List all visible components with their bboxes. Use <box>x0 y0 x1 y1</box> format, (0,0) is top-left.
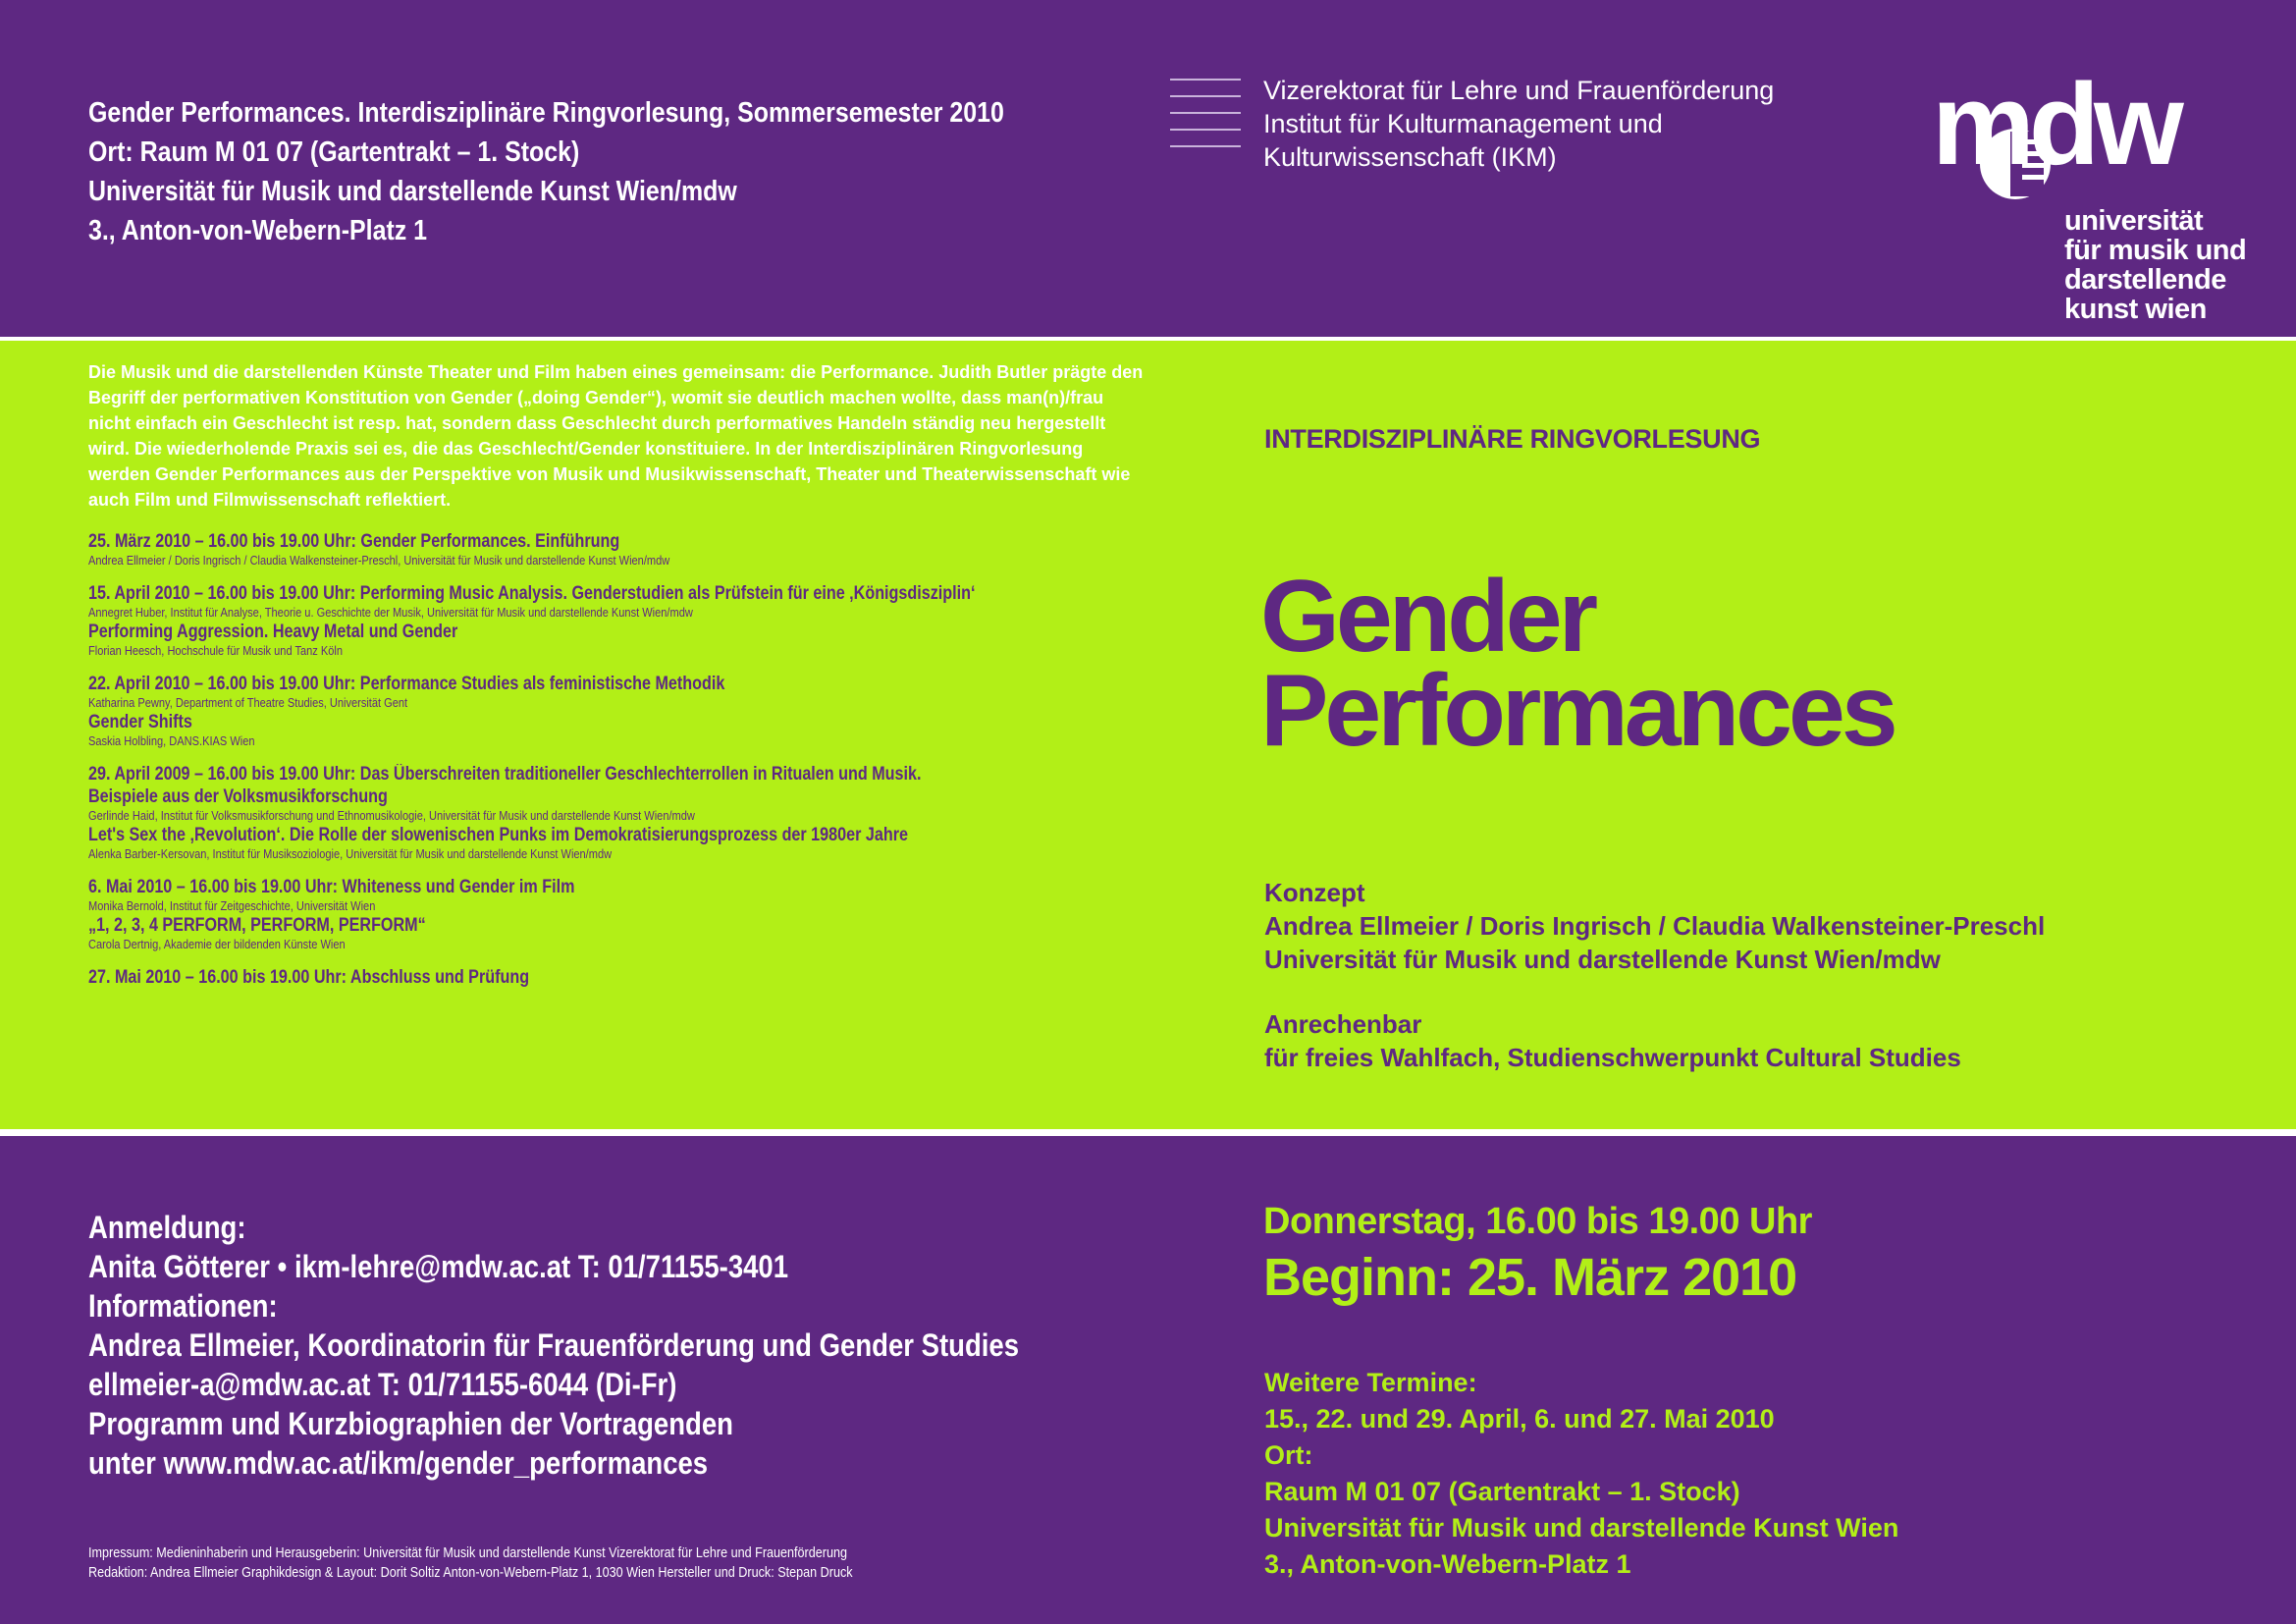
schedule-entry <box>88 582 1198 659</box>
schedule-entry-speaker: Katharina Pewny, Department of Theatre Studies, Universität Gent <box>88 695 408 710</box>
further-dates-block <box>1264 1365 1898 1583</box>
further-line-2: 15., 22. und 29. April, 6. und 27. Mai 2010 <box>1264 1404 1775 1434</box>
main-title <box>1260 560 1895 768</box>
imprint-line-2: Redaktion: Andrea Ellmeier Graphikdesign & Layout: Dorit Soltiz Anton-von-Webern-Platz 1, 1030 Wien Hersteller und Druck: Stepan Druck <box>88 1564 853 1581</box>
institute-line-3: Kulturwissenschaft (IKM) <box>1263 142 1557 172</box>
contact-line-2: Anita Götterer • ikm-lehre@mdw.ac.at T: 01/71155-3401 <box>88 1249 789 1284</box>
further-line-4: Raum M 01 07 (Gartentrakt – 1. Stock) <box>1264 1477 1740 1506</box>
schedule-entry-title: Gender Shifts <box>88 712 192 732</box>
date-block <box>1263 1198 1812 1310</box>
institute-block <box>1263 74 1774 174</box>
contact-line-6: Programm und Kurzbiographien der Vortragenden <box>88 1406 733 1441</box>
schedule-entry-title: 25. März 2010 – 16.00 bis 19.00 Uhr: Gender Performances. Einführung <box>88 531 620 552</box>
header-line-2: Ort: Raum M 01 07 (Gartentrakt – 1. Stock) <box>88 136 580 168</box>
schedule-entry-speaker: Alenka Barber-Kersovan, Institut für Musiksoziologie, Universität für Musik und darstellende Kunst Wien/mdw <box>88 846 613 861</box>
contact-line-4: Andrea Ellmeier, Koordinatorin für Frauenförderung und Gender Studies <box>88 1327 1020 1363</box>
schedule-entry-title: Performing Aggression. Heavy Metal und Gender <box>88 622 458 642</box>
schedule-entry-title: 15. April 2010 – 16.00 bis 19.00 Uhr: Performing Music Analysis. Genderstudien als Prüfstein für eine ‚Königsdisziplin‘ <box>88 583 976 604</box>
schedule-entry <box>88 530 1198 568</box>
further-line-5: Universität für Musik und darstellende Kunst Wien <box>1264 1513 1899 1543</box>
anrechenbar-heading: Anrechenbar <box>1264 1009 1422 1039</box>
lecture-schedule <box>88 530 1198 1002</box>
contact-block <box>88 1208 1019 1483</box>
schedule-entry-speaker: Florian Heesch, Hochschule für Musik und Tanz Köln <box>88 643 343 658</box>
decorative-line <box>1170 112 1241 114</box>
schedule-entry-speaker: Carola Dertnig, Akademie der bildenden Künste Wien <box>88 937 346 951</box>
schedule-entry-speaker: Monika Bernold, Institut für Zeitgeschichte, Universität Wien <box>88 898 376 913</box>
weekday-time: Donnerstag, 16.00 bis 19.00 Uhr <box>1263 1201 1812 1242</box>
mdw-logo <box>1932 60 2256 336</box>
further-line-3: Ort: <box>1264 1440 1313 1470</box>
imprint-line-1: Impressum: Medieninhaberin und Herausgeberin: Universität für Musik und darstellende Kunst Vizerektorat für Lehre und Frauenförderung <box>88 1544 847 1561</box>
contact-line-3: Informationen: <box>88 1288 278 1324</box>
logo-line-4: kunst wien <box>2064 294 2207 325</box>
schedule-entry <box>88 966 1198 989</box>
main-title-line-1: Gender <box>1260 560 1595 674</box>
konzept-heading: Konzept <box>1264 878 1365 907</box>
intro-paragraph: Die Musik und die darstellenden Künste Theater und Film haben eines gemeinsam: die Performance. Judith Butler prägte den Begriff der performativen Konstitution von Gender („doing Gender“), womit sie deutlich machen wollte, dass man(n)/frau nicht einfach ein Geschlecht ist resp. hat, sondern dass Geschlecht durch performatives Handeln ständig neu hergestellt wird. Die wiederholende Praxis sei es, die das Geschlecht/Gender konstituiere. In der Interdisziplinären Ringvorlesung werden Gender Performances aus der Perspektive von Musik und Musikwissenschaft, Theater und Theaterwissenschaft wie auch Film und Filmwissenschaft reflektiert. <box>88 362 1144 510</box>
logo-wordmark <box>2064 206 2246 324</box>
series-label: INTERDISZIPLINÄRE RINGVORLESUNG <box>1264 424 1761 454</box>
schedule-entry-title: 29. April 2009 – 16.00 bis 19.00 Uhr: Das Überschreiten traditioneller Geschlechterrollen in Ritualen und Musik. <box>88 764 922 785</box>
konzept-institution: Universität für Musik und darstellende Kunst Wien/mdw <box>1264 945 1941 974</box>
logo-line-1: universität <box>2064 205 2204 237</box>
logo-line-2: für musik und <box>2064 235 2247 266</box>
header-line-3: Universität für Musik und darstellende Kunst Wien/mdw <box>88 176 737 207</box>
schedule-entry-title: Let's Sex the ‚Revolution‘. Die Rolle der slowenischen Punks im Demokratisierungsprozess der 1980er Jahre <box>88 825 908 845</box>
schedule-entry-title: 22. April 2010 – 16.00 bis 19.00 Uhr: Performance Studies als feministische Methodik <box>88 674 725 694</box>
schedule-entry-title: „1, 2, 3, 4 PERFORM, PERFORM, PERFORM“ <box>88 915 426 936</box>
institute-line-2: Institut für Kulturmanagement und <box>1263 109 1663 138</box>
header-line-4: 3., Anton-von-Webern-Platz 1 <box>88 215 428 246</box>
schedule-entry-title: Beispiele aus der Volksmusikforschung <box>88 786 388 807</box>
contact-line-7: unter www.mdw.ac.at/ikm/gender_performances <box>88 1445 709 1481</box>
schedule-entry <box>88 876 1198 952</box>
konzept-block <box>1264 876 2045 976</box>
start-date: Beginn: 25. März 2010 <box>1263 1248 1797 1307</box>
contact-line-1: Anmeldung: <box>88 1210 246 1245</box>
schedule-entry <box>88 763 1198 862</box>
main-title-line-2: Performances <box>1260 654 1895 768</box>
mdw-logo-letters: mdw <box>1932 60 2178 189</box>
schedule-entry-speaker: Saskia Holbling, DANS.KIAS Wien <box>88 733 255 748</box>
decorative-line <box>1170 145 1241 147</box>
imprint <box>88 1543 853 1583</box>
decorative-line <box>1170 129 1241 131</box>
schedule-entry-speaker: Annegret Huber, Institut für Analyse, Theorie u. Geschichte der Musik, Universität für Musik und darstellende Kunst Wien/mdw <box>88 605 693 620</box>
further-line-6: 3., Anton-von-Webern-Platz 1 <box>1264 1549 1631 1579</box>
decorative-line <box>1170 95 1241 97</box>
anrechenbar-block <box>1264 1007 1961 1074</box>
schedule-entry-speaker: Andrea Ellmeier / Doris Ingrisch / Claudia Walkensteiner-Preschl, Universität für Musik und darstellende Kunst Wien/mdw <box>88 553 670 568</box>
decorative-line <box>1170 79 1241 81</box>
header-info <box>88 93 1085 250</box>
konzept-names: Andrea Ellmeier / Doris Ingrisch / Claudia Walkensteiner-Preschl <box>1264 911 2046 941</box>
logo-line-3: darstellende <box>2064 264 2226 296</box>
schedule-entry-speaker: Gerlinde Haid, Institut für Volksmusikforschung und Ethnomusikologie, Universität für Musik und darstellende Kunst Wien/mdw <box>88 808 695 823</box>
header-line-1: Gender Performances. Interdisziplinäre Ringvorlesung, Sommersemester 2010 <box>88 97 1004 129</box>
contact-line-5: ellmeier-a@mdw.ac.at T: 01/71155-6044 (Di-Fr) <box>88 1367 677 1402</box>
schedule-entry <box>88 673 1198 749</box>
anrechenbar-text: für freies Wahlfach, Studienschwerpunkt Cultural Studies <box>1264 1043 1961 1072</box>
institute-line-1: Vizerektorat für Lehre und Frauenförderung <box>1263 76 1775 105</box>
schedule-entry-title: 27. Mai 2010 – 16.00 bis 19.00 Uhr: Abschluss und Prüfung <box>88 967 530 988</box>
schedule-entry-title: 6. Mai 2010 – 16.00 bis 19.00 Uhr: Whiteness und Gender im Film <box>88 877 575 897</box>
further-line-1: Weitere Termine: <box>1264 1368 1477 1397</box>
